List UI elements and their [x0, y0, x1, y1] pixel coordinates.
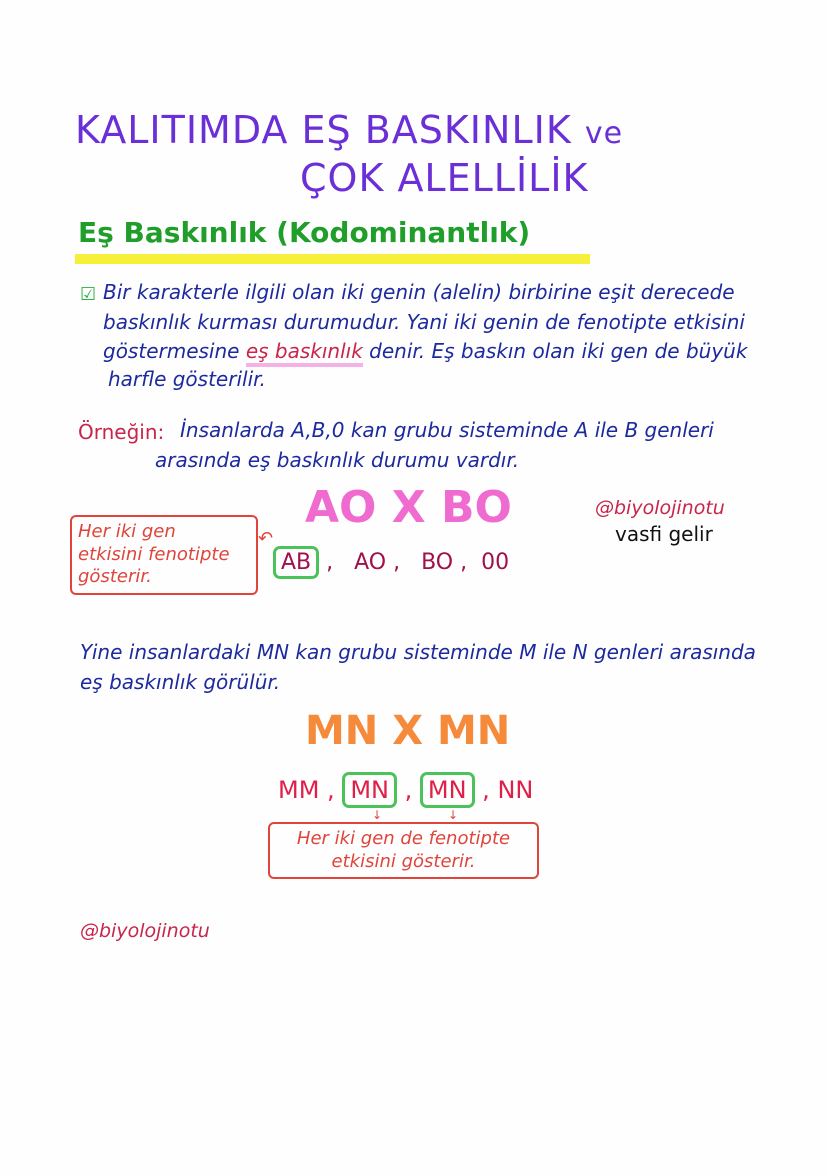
- definition-line: Bir karakterle ilgili olan iki genin (alelin) birbirine eşit derecede: [103, 280, 735, 304]
- offspring-highlighted: MN: [342, 772, 397, 808]
- cross-parents: MN X MN: [305, 708, 511, 754]
- cross-parents: AO X BO: [305, 482, 512, 533]
- offspring: MM: [278, 776, 320, 804]
- offspring: BO: [421, 550, 454, 575]
- watermark-author: vasfi gelir: [615, 522, 713, 546]
- text: göstermesine: [103, 339, 240, 363]
- title-suffix: ve: [584, 116, 624, 151]
- definition-line: harfle gösterilir.: [108, 367, 266, 391]
- offspring-list: AB , AO , BO , 00: [273, 550, 509, 575]
- key-term: eş baskınlık: [246, 339, 363, 367]
- note-box: [268, 822, 539, 879]
- example-line: arasında eş baskınlık durumu vardır.: [155, 448, 520, 472]
- mn-line: Yine insanlardaki MN kan grubu sisteminde M ile N genleri arasında: [80, 640, 756, 664]
- title-line-1: [75, 108, 623, 152]
- definition-line: baskınlık kurması durumudur. Yani iki genin de fenotipte etkisini: [103, 310, 745, 334]
- definition-line: [103, 339, 747, 363]
- offspring-highlighted: MN: [420, 772, 475, 808]
- title-line-2: ÇOK ALELLİLİK: [300, 156, 589, 200]
- example-line: İnsanlarda A,B,0 kan grubu sisteminde A ile B genleri: [180, 418, 714, 442]
- watermark-handle: @biyolojinotu: [595, 497, 725, 519]
- note-line: etkisini fenotipte: [78, 543, 230, 565]
- note-line: Her iki gen: [78, 521, 176, 542]
- mn-line: eş baskınlık görülür.: [80, 670, 281, 694]
- text: denir. Eş baskın olan iki gen de büyük: [369, 339, 748, 363]
- note-box: [70, 515, 258, 595]
- footer-handle: @biyolojinotu: [80, 920, 210, 942]
- offspring-list: MM , MN , MN , NN: [278, 776, 533, 804]
- offspring: NN: [497, 776, 534, 804]
- example-label: Örneğin:: [78, 420, 165, 444]
- offspring: 00: [481, 550, 510, 575]
- note-line: Her iki gen de fenotipte: [296, 828, 511, 849]
- arrow-icon: ↓: [372, 808, 383, 822]
- note-line: gösterir.: [78, 566, 152, 587]
- offspring-highlighted: AB: [273, 546, 319, 579]
- section-heading: Eş Baskınlık (Kodominantlık): [78, 216, 531, 249]
- highlight-bar: [75, 254, 590, 264]
- arrow-icon: ↶: [258, 528, 274, 549]
- offspring: AO: [354, 550, 387, 575]
- note-line: etkisini gösterir.: [331, 850, 476, 872]
- arrow-icon: ↓: [448, 808, 459, 822]
- checkbox-icon: ☑: [80, 284, 97, 305]
- title-text: KALITIMDA EŞ BASKINLIK: [75, 108, 572, 152]
